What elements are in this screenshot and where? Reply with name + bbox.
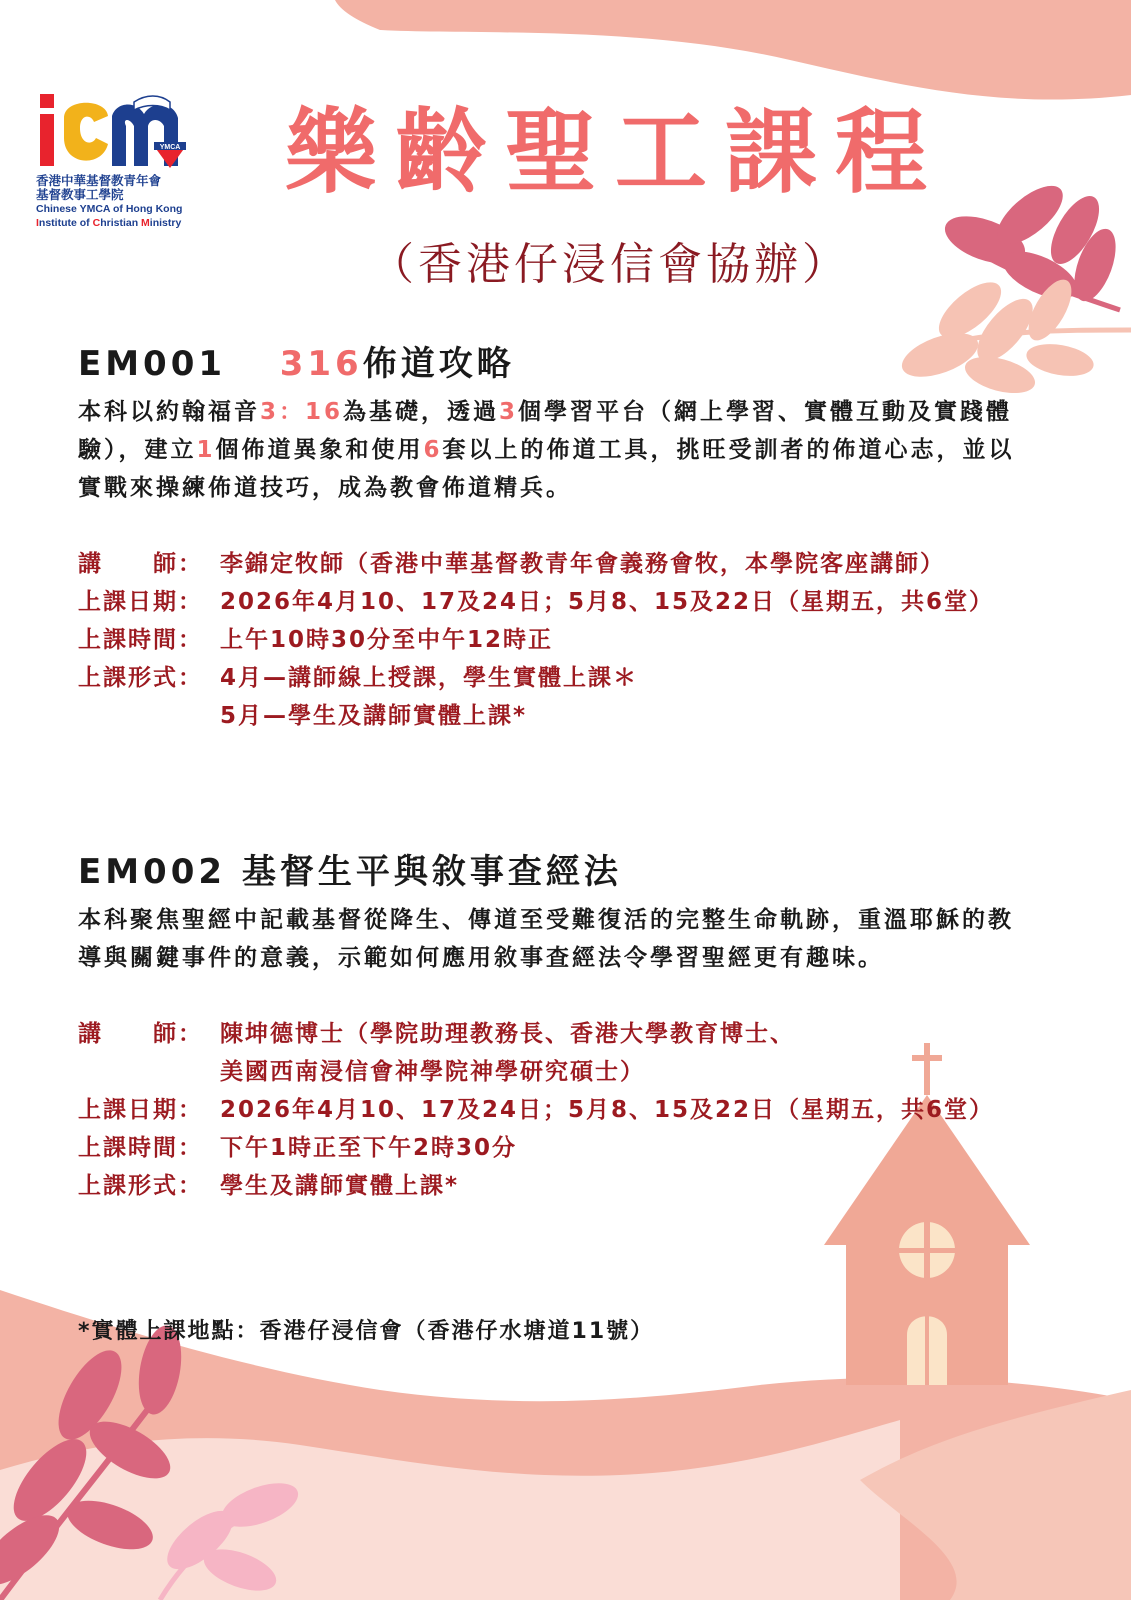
course-em002 — [78, 844, 1068, 1205]
mode-row: 上課形式： 4月—講師線上授課，學生實體上課＊ — [78, 665, 639, 691]
course-code: EM001 — [78, 344, 227, 384]
logo-name-zh-1: 香港中華基督教青年會 — [36, 174, 162, 188]
course-info — [78, 1015, 1068, 1205]
time-row: 上課時間： 上午10時30分至中午12時正 — [78, 627, 554, 653]
icm-logo-icon — [36, 88, 196, 174]
teacher-row: 講 師： 陳坤德博士（學院助理教務長、香港大學教育博士、 — [78, 1021, 795, 1047]
course-title — [78, 336, 1068, 385]
logo-text — [36, 174, 196, 230]
course-code: EM002 — [78, 852, 227, 892]
venue-note: *實體上課地點：香港仔浸信會（香港仔水塘道11號） — [78, 1319, 655, 1344]
course-name: 佈道攻略 — [362, 344, 515, 384]
course-em001 — [78, 336, 1068, 735]
ymca-badge-text: YMCA — [159, 144, 181, 151]
course-description: 本科聚焦聖經中記載基督從降生、傳道至受難復活的完整生命軌跡，重溫耶穌的教導與關鍵事件的意義，示範如何應用敘事查經法令學習聖經更有趣味。 — [78, 907, 1014, 971]
course-name-highlight: 316 — [279, 344, 363, 384]
logo-name-en-1: Chinese YMCA of Hong Kong — [36, 203, 183, 215]
course-info — [78, 545, 1068, 735]
logo-name-en-2: Institute of Christian Ministry — [36, 217, 182, 229]
date-row: 上課日期： 2026年4月10、17及24日；5月8、15及22日（星期五，共6堂） — [78, 1097, 995, 1123]
course-title — [78, 844, 1068, 893]
icm-logo-mark — [36, 88, 196, 174]
teacher-row-2: 美國西南浸信會神學院神學研究碩士） — [220, 1059, 645, 1085]
date-row: 上課日期： 2026年4月10、17及24日；5月8、15及22日（星期五，共6堂） — [78, 589, 995, 615]
course-description: 本科以約翰福音3：16為基礎，透過3個學習平台（網上學習、實體互動及實踐體驗），建立1個佈道異象和使用6套以上的佈道工具，挑旺受訓者的佈道心志，並以實戰來操練佈道技巧，成為教會佈道精兵。 — [78, 399, 1015, 501]
time-row: 上課時間： 下午1時正至下午2時30分 — [78, 1135, 518, 1161]
mode-row-2: 5月—學生及講師實體上課* — [220, 703, 528, 729]
teacher-row: 講 師： 李錦定牧師（香港中華基督教青年會義務會牧，本學院客座講師） — [78, 551, 945, 577]
logo-name-zh-2: 基督教事工學院 — [36, 188, 124, 202]
mode-row: 上課形式： 學生及講師實體上課* — [78, 1173, 460, 1199]
page-title: 樂齡聖工課程 — [284, 99, 945, 206]
logo — [36, 88, 196, 230]
course-name: 基督生平與敘事查經法 — [241, 852, 622, 892]
page-subtitle: （香港仔浸信會協辦） — [370, 239, 850, 290]
